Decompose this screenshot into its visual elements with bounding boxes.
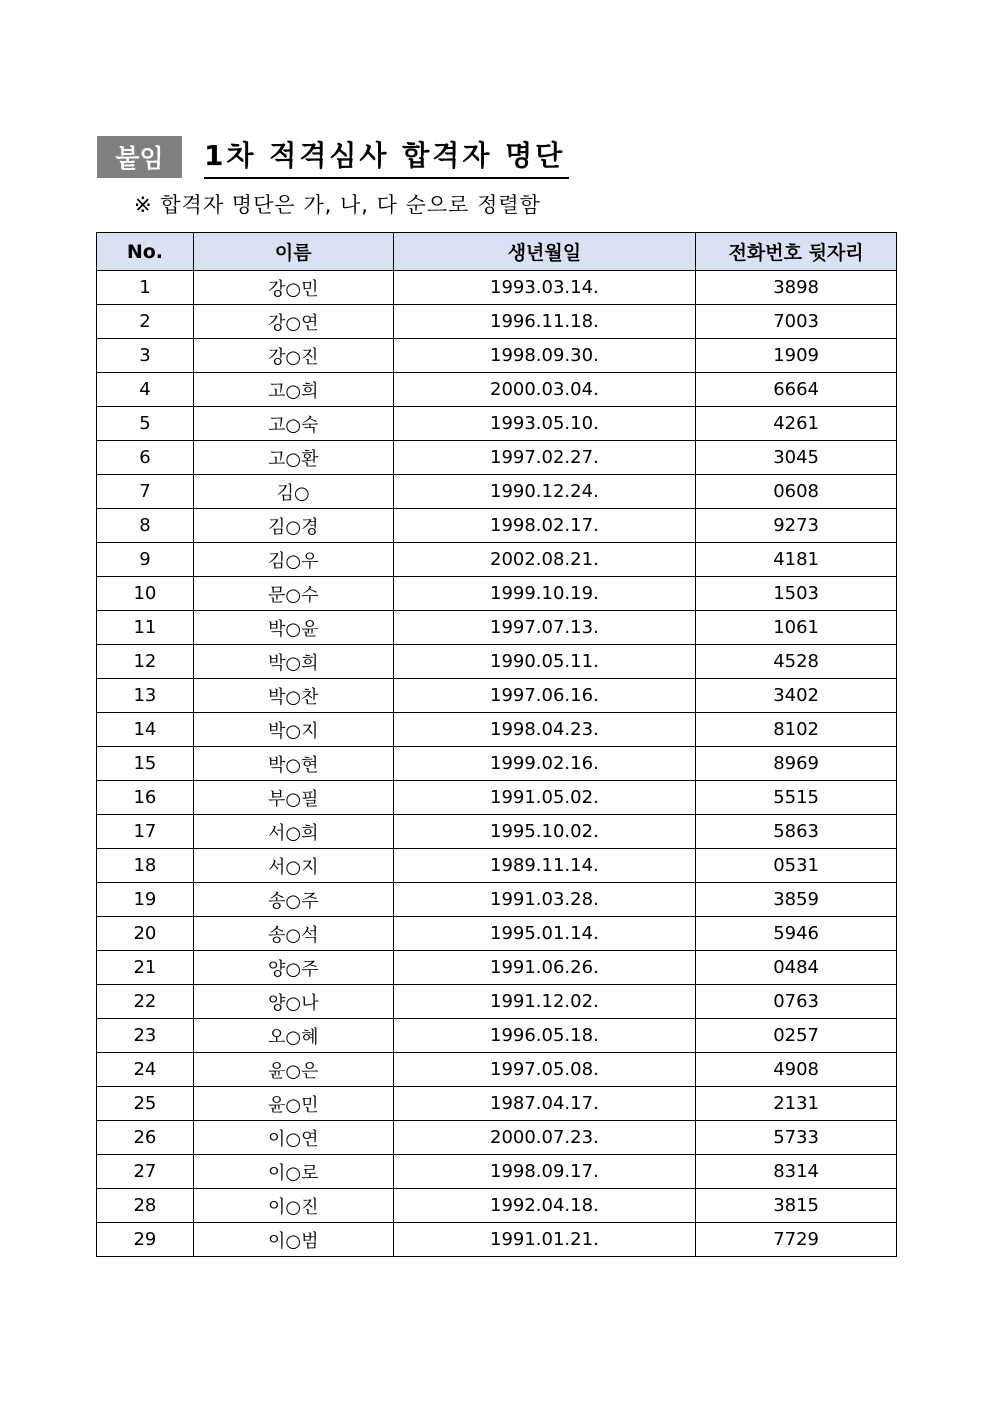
table-row [97, 1053, 897, 1087]
cell-no: 1 [97, 271, 194, 305]
cell-phone-last-digits: 7729 [696, 1223, 897, 1257]
cell-phone-last-digits: 3898 [696, 271, 897, 305]
cell-name: 강○연 [193, 305, 393, 339]
cell-name: 양○나 [193, 985, 393, 1019]
cell-no: 24 [97, 1053, 194, 1087]
table-row [97, 781, 897, 815]
cell-phone-last-digits: 4261 [696, 407, 897, 441]
cell-name: 강○진 [193, 339, 393, 373]
table-row [97, 883, 897, 917]
cell-birthdate: 1997.02.27. [393, 441, 696, 475]
sort-note: ※ 합격자 명단은 가, 나, 다 순으로 정렬함 [134, 193, 541, 217]
cell-name: 서○지 [193, 849, 393, 883]
cell-name: 박○현 [193, 747, 393, 781]
table-row [97, 577, 897, 611]
cell-birthdate: 1991.06.26. [393, 951, 696, 985]
cell-no: 6 [97, 441, 194, 475]
cell-name: 이○범 [193, 1223, 393, 1257]
cell-name: 김○ [193, 475, 393, 509]
cell-phone-last-digits: 0763 [696, 985, 897, 1019]
title-row [97, 136, 569, 178]
table-row [97, 543, 897, 577]
cell-name: 박○윤 [193, 611, 393, 645]
table-row [97, 441, 897, 475]
cell-birthdate: 1999.02.16. [393, 747, 696, 781]
table-row [97, 509, 897, 543]
table-row [97, 951, 897, 985]
cell-no: 4 [97, 373, 194, 407]
cell-birthdate: 2002.08.21. [393, 543, 696, 577]
cell-birthdate: 1993.03.14. [393, 271, 696, 305]
cell-no: 19 [97, 883, 194, 917]
cell-no: 22 [97, 985, 194, 1019]
cell-phone-last-digits: 4908 [696, 1053, 897, 1087]
table-row [97, 373, 897, 407]
cell-no: 21 [97, 951, 194, 985]
cell-no: 12 [97, 645, 194, 679]
cell-birthdate: 1991.05.02. [393, 781, 696, 815]
cell-no: 14 [97, 713, 194, 747]
cell-phone-last-digits: 0257 [696, 1019, 897, 1053]
table-row [97, 475, 897, 509]
cell-birthdate: 1992.04.18. [393, 1189, 696, 1223]
cell-phone-last-digits: 8314 [696, 1155, 897, 1189]
cell-no: 3 [97, 339, 194, 373]
table-row [97, 985, 897, 1019]
cell-name: 송○주 [193, 883, 393, 917]
table-row [97, 645, 897, 679]
cell-birthdate: 1999.10.19. [393, 577, 696, 611]
table-row [97, 1087, 897, 1121]
cell-name: 양○주 [193, 951, 393, 985]
cell-name: 이○연 [193, 1121, 393, 1155]
table-row [97, 849, 897, 883]
table-body [97, 271, 897, 1257]
cell-phone-last-digits: 3815 [696, 1189, 897, 1223]
cell-name: 부○필 [193, 781, 393, 815]
cell-no: 5 [97, 407, 194, 441]
cell-birthdate: 1993.05.10. [393, 407, 696, 441]
cell-phone-last-digits: 1909 [696, 339, 897, 373]
cell-no: 17 [97, 815, 194, 849]
cell-phone-last-digits: 1061 [696, 611, 897, 645]
cell-no: 7 [97, 475, 194, 509]
cell-phone-last-digits: 4181 [696, 543, 897, 577]
cell-phone-last-digits: 5733 [696, 1121, 897, 1155]
table-row [97, 917, 897, 951]
cell-name: 윤○민 [193, 1087, 393, 1121]
table-row [97, 305, 897, 339]
page-title: 1차 적격심사 합격자 명단 [204, 135, 569, 179]
cell-no: 8 [97, 509, 194, 543]
col-header-no: No. [97, 233, 194, 271]
cell-name: 김○경 [193, 509, 393, 543]
cell-no: 23 [97, 1019, 194, 1053]
cell-name: 송○석 [193, 917, 393, 951]
cell-name: 윤○은 [193, 1053, 393, 1087]
cell-no: 27 [97, 1155, 194, 1189]
table-row [97, 407, 897, 441]
table-row [97, 1223, 897, 1257]
cell-no: 29 [97, 1223, 194, 1257]
cell-no: 16 [97, 781, 194, 815]
cell-phone-last-digits: 4528 [696, 645, 897, 679]
cell-name: 고○숙 [193, 407, 393, 441]
cell-birthdate: 2000.03.04. [393, 373, 696, 407]
table-row [97, 815, 897, 849]
cell-birthdate: 1997.05.08. [393, 1053, 696, 1087]
applicant-table [96, 232, 897, 1257]
cell-phone-last-digits: 0484 [696, 951, 897, 985]
cell-no: 18 [97, 849, 194, 883]
cell-phone-last-digits: 0608 [696, 475, 897, 509]
table-row [97, 1155, 897, 1189]
cell-name: 박○희 [193, 645, 393, 679]
cell-birthdate: 1998.02.17. [393, 509, 696, 543]
cell-name: 고○희 [193, 373, 393, 407]
cell-birthdate: 1991.03.28. [393, 883, 696, 917]
cell-birthdate: 1990.12.24. [393, 475, 696, 509]
cell-name: 이○진 [193, 1189, 393, 1223]
cell-birthdate: 1998.09.30. [393, 339, 696, 373]
cell-phone-last-digits: 2131 [696, 1087, 897, 1121]
cell-phone-last-digits: 5946 [696, 917, 897, 951]
cell-no: 15 [97, 747, 194, 781]
cell-phone-last-digits: 6664 [696, 373, 897, 407]
cell-no: 28 [97, 1189, 194, 1223]
col-header-phone-last-digits: 전화번호 뒷자리 [696, 233, 897, 271]
table-row [97, 271, 897, 305]
cell-name: 고○환 [193, 441, 393, 475]
cell-birthdate: 1989.11.14. [393, 849, 696, 883]
attachment-badge: 붙임 [97, 136, 182, 178]
cell-phone-last-digits: 8969 [696, 747, 897, 781]
cell-phone-last-digits: 1503 [696, 577, 897, 611]
cell-phone-last-digits: 3859 [696, 883, 897, 917]
cell-no: 20 [97, 917, 194, 951]
table-row [97, 339, 897, 373]
cell-birthdate: 1996.11.18. [393, 305, 696, 339]
cell-birthdate: 1995.01.14. [393, 917, 696, 951]
cell-name: 오○혜 [193, 1019, 393, 1053]
cell-phone-last-digits: 5515 [696, 781, 897, 815]
cell-no: 10 [97, 577, 194, 611]
table-row [97, 1121, 897, 1155]
cell-phone-last-digits: 8102 [696, 713, 897, 747]
col-header-birthdate: 생년월일 [393, 233, 696, 271]
cell-name: 박○찬 [193, 679, 393, 713]
cell-birthdate: 2000.07.23. [393, 1121, 696, 1155]
cell-birthdate: 1998.04.23. [393, 713, 696, 747]
cell-phone-last-digits: 9273 [696, 509, 897, 543]
cell-phone-last-digits: 0531 [696, 849, 897, 883]
cell-birthdate: 1995.10.02. [393, 815, 696, 849]
cell-no: 2 [97, 305, 194, 339]
cell-name: 박○지 [193, 713, 393, 747]
table-row [97, 679, 897, 713]
cell-no: 13 [97, 679, 194, 713]
cell-no: 26 [97, 1121, 194, 1155]
cell-phone-last-digits: 3402 [696, 679, 897, 713]
cell-birthdate: 1987.04.17. [393, 1087, 696, 1121]
table-row [97, 713, 897, 747]
cell-birthdate: 1991.12.02. [393, 985, 696, 1019]
col-header-name: 이름 [193, 233, 393, 271]
cell-no: 11 [97, 611, 194, 645]
cell-no: 25 [97, 1087, 194, 1121]
table-row [97, 747, 897, 781]
cell-name: 문○수 [193, 577, 393, 611]
cell-birthdate: 1997.06.16. [393, 679, 696, 713]
cell-name: 이○로 [193, 1155, 393, 1189]
table-row [97, 611, 897, 645]
table-header-row [97, 233, 897, 271]
cell-phone-last-digits: 5863 [696, 815, 897, 849]
table-row [97, 1189, 897, 1223]
cell-birthdate: 1998.09.17. [393, 1155, 696, 1189]
cell-phone-last-digits: 3045 [696, 441, 897, 475]
cell-name: 서○희 [193, 815, 393, 849]
cell-phone-last-digits: 7003 [696, 305, 897, 339]
cell-name: 김○우 [193, 543, 393, 577]
cell-birthdate: 1991.01.21. [393, 1223, 696, 1257]
cell-birthdate: 1997.07.13. [393, 611, 696, 645]
cell-birthdate: 1990.05.11. [393, 645, 696, 679]
cell-name: 강○민 [193, 271, 393, 305]
cell-no: 9 [97, 543, 194, 577]
cell-birthdate: 1996.05.18. [393, 1019, 696, 1053]
table-row [97, 1019, 897, 1053]
